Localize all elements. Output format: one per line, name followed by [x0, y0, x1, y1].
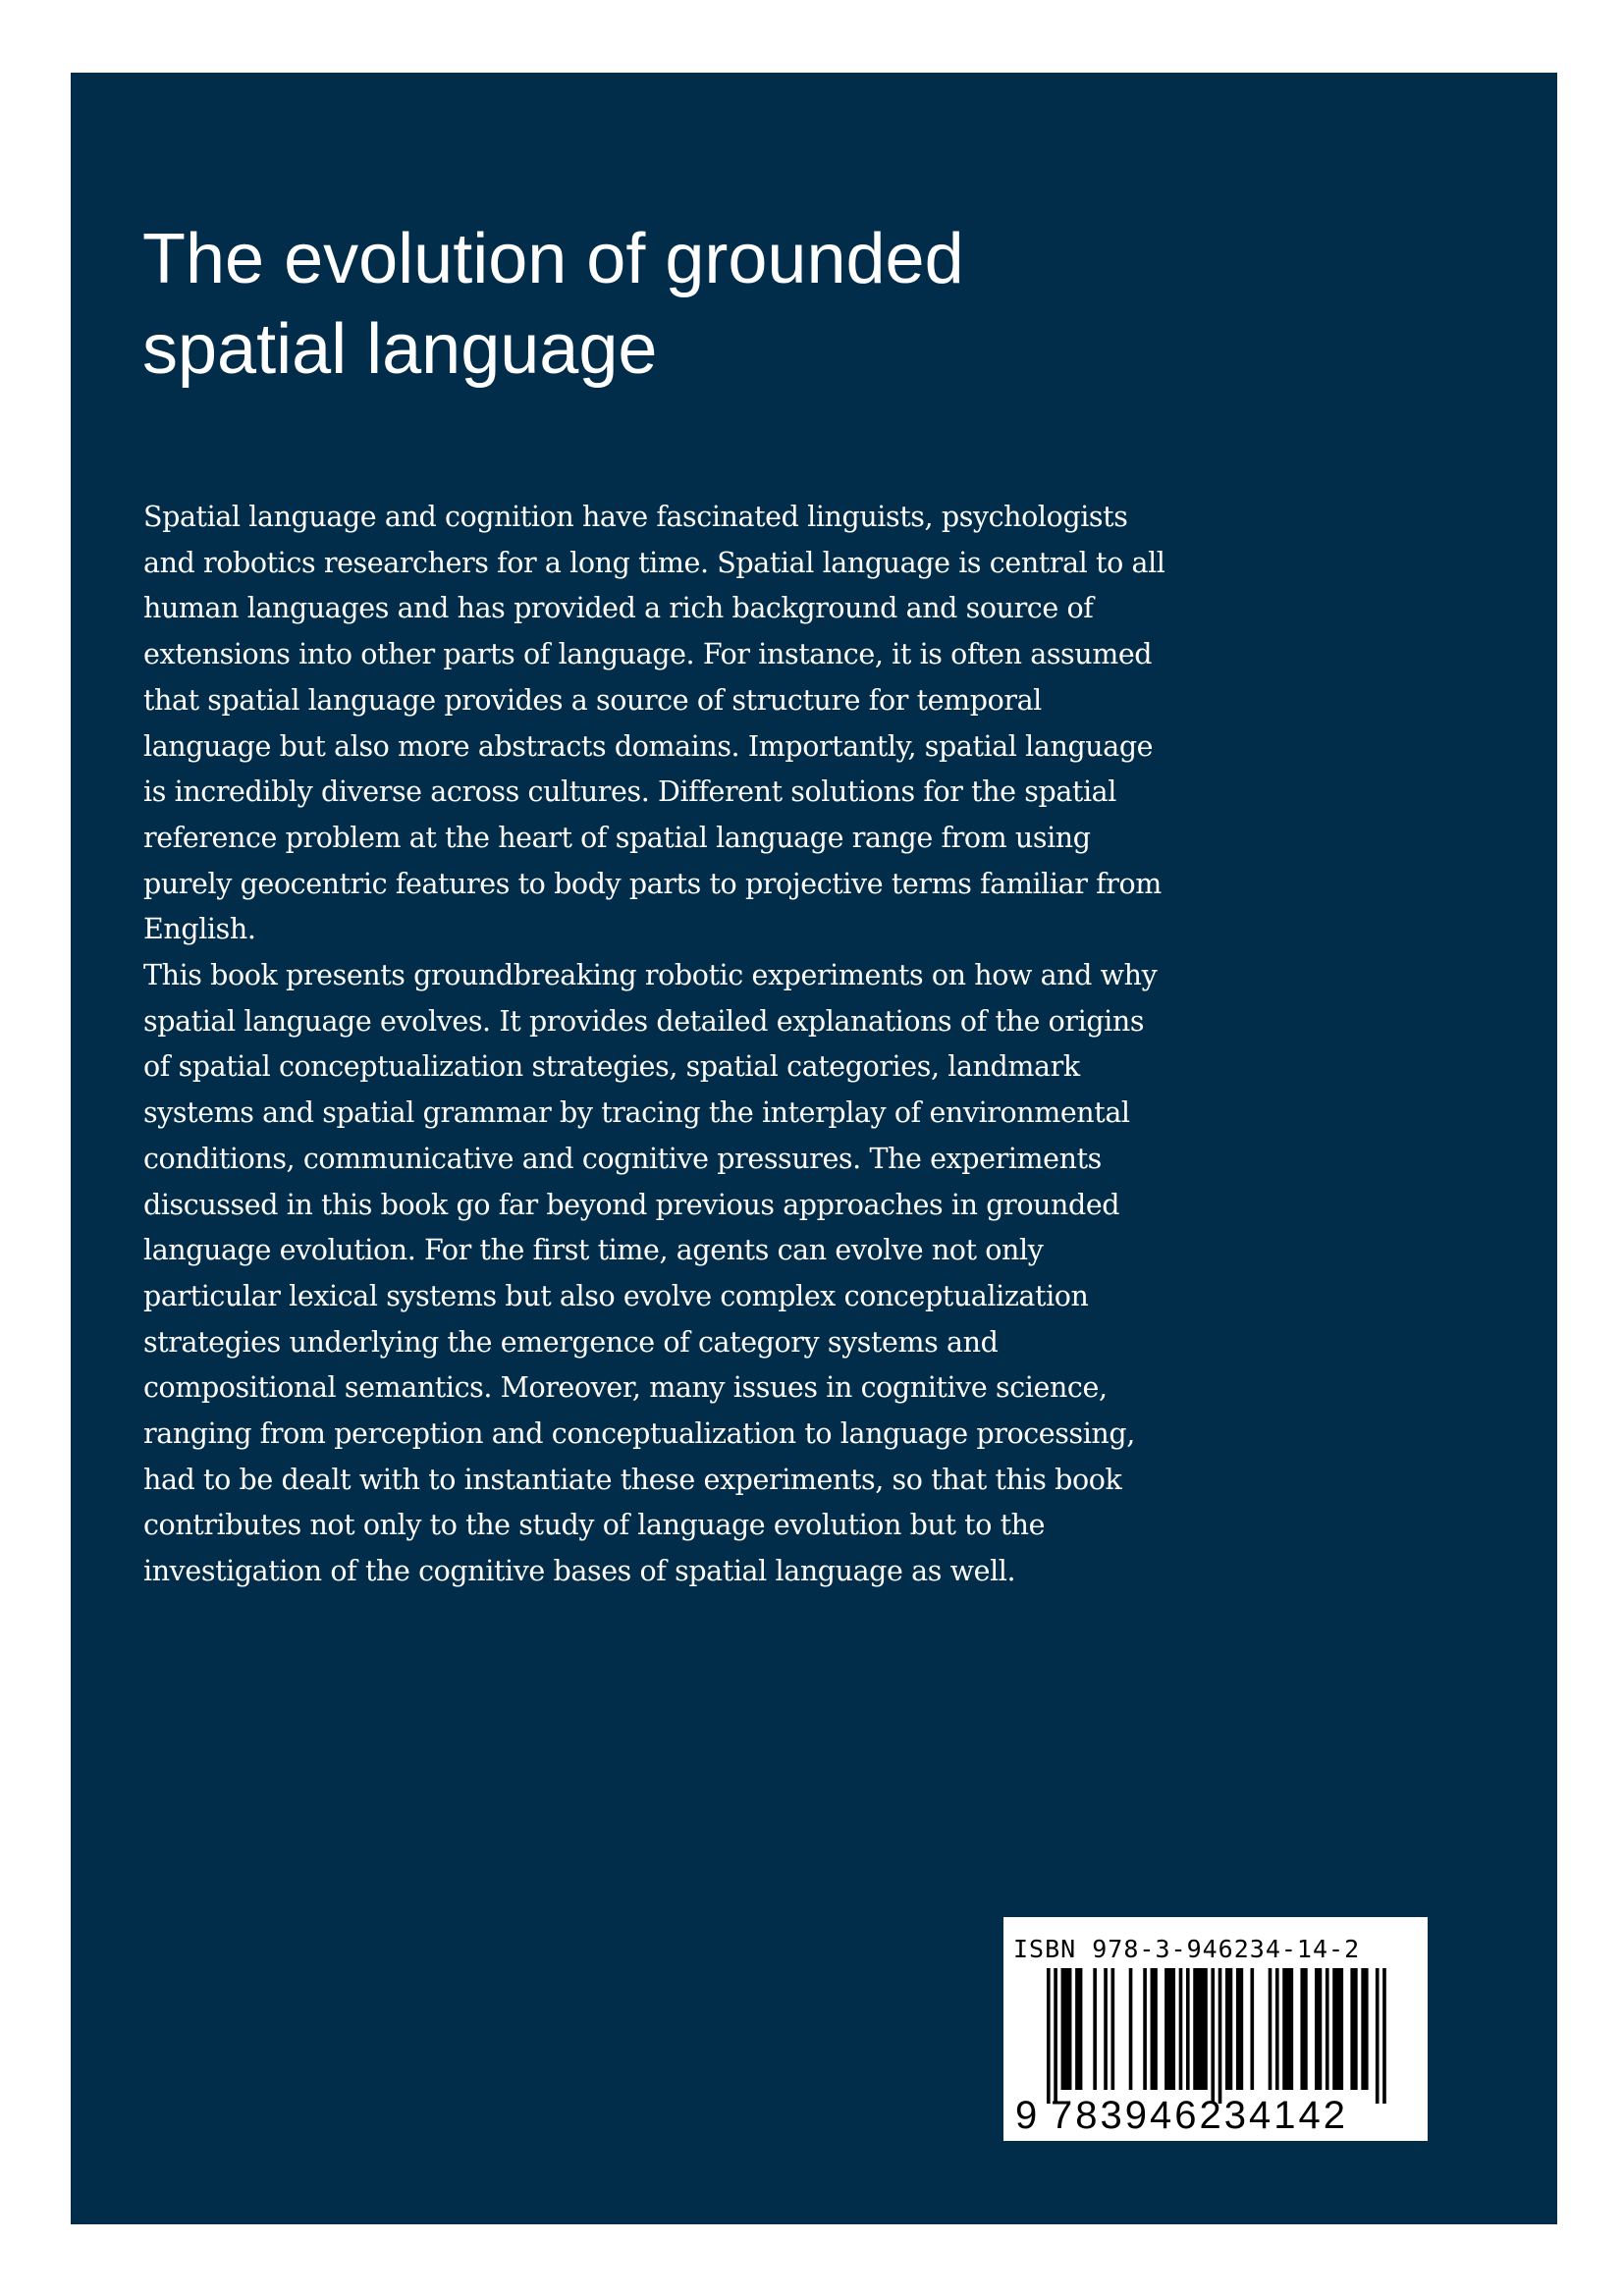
- blurb-line: systems and spatial grammar by tracing the interplay of environmental: [143, 1096, 1130, 1130]
- barcode-bar: [1350, 1968, 1357, 2090]
- blurb-line: discussed in this book go far beyond previous approaches in grounded: [143, 1188, 1120, 1221]
- barcode-bar: [1075, 1968, 1082, 2090]
- barcode-bar: [1151, 1968, 1158, 2090]
- barcode-bar: [1315, 1968, 1322, 2090]
- barcode-bar: [1111, 1968, 1115, 2090]
- blurb-line: and robotics researchers for a long time. Spatial language is central to all: [143, 546, 1165, 579]
- blurb-line: conditions, communicative and cognitive pressures. The experiments: [143, 1142, 1102, 1175]
- blurb-line: had to be dealt with to instantiate these experiments, so that this book: [143, 1463, 1122, 1496]
- blurb-line: This book presents groundbreaking robotic experiments on how and why: [143, 959, 1158, 992]
- barcode-bar: [1269, 1968, 1272, 2090]
- blurb-line: English.: [143, 913, 256, 946]
- book-title: [142, 214, 1321, 395]
- blurb-line: Spatial language and cognition have fascinated linguists, psychologists: [143, 501, 1128, 533]
- isbn-label: ISBN 978-3-946234-14-2: [1013, 1935, 1361, 1963]
- title-line-2: spatial language: [142, 310, 658, 389]
- blurb-line: that spatial language provides a source of structure for temporal: [143, 683, 1042, 717]
- blurb-line: contributes not only to the study of language evolution but to the: [143, 1509, 1046, 1542]
- barcode-bar: [1211, 1968, 1215, 2104]
- barcode-bar: [1047, 1968, 1051, 2104]
- blurb-line: is incredibly diverse across cultures. Different solutions for the spatial: [143, 775, 1116, 809]
- barcode-bar: [1282, 1968, 1293, 2090]
- blurb-line: of spatial conceptualization strategies, spatial categories, landmark: [143, 1050, 1080, 1084]
- barcode-bar: [1382, 1968, 1386, 2104]
- barcode-lead-digit: 9: [1015, 2094, 1041, 2137]
- barcode-bar: [1186, 1968, 1190, 2090]
- blurb-line: strategies underlying the emergence of category systems and: [143, 1325, 999, 1359]
- blurb-line: investigation of the cognitive bases of spatial language as well.: [143, 1555, 1016, 1588]
- barcode-bar: [1093, 1968, 1097, 2090]
- barcode-bar: [1218, 1968, 1222, 2104]
- barcode-bar: [1164, 1968, 1175, 2090]
- blurb-line: purely geocentric features to body parts to projective terms familiar from: [143, 867, 1162, 900]
- blurb-line: extensions into other parts of language. For instance, it is often assumed: [143, 638, 1153, 671]
- barcode-bar: [1054, 1968, 1057, 2104]
- barcode-bar: [1326, 1968, 1329, 2090]
- blurb-line: language but also more abstracts domains. Importantly, spatial language: [143, 729, 1154, 763]
- barcode-bar: [1061, 1968, 1072, 2090]
- barcode-bar: [1104, 1968, 1108, 2090]
- barcode-bar: [1300, 1968, 1307, 2090]
- barcode-bar: [1236, 1968, 1243, 2090]
- title-line-1: The evolution of grounded: [142, 220, 964, 298]
- barcode-bar: [1275, 1968, 1279, 2090]
- barcode-bar: [1332, 1968, 1343, 2090]
- barcode-number: 783946234142: [1051, 2094, 1348, 2137]
- barcode-bar: [1361, 1968, 1368, 2090]
- blurb-line: human languages and has provided a rich background and source of: [143, 592, 1094, 625]
- barcode-bar: [1225, 1968, 1232, 2090]
- barcode-bar: [1143, 1968, 1147, 2090]
- blurb-line: compositional semantics. Moreover, many issues in cognitive science,: [143, 1371, 1108, 1405]
- blurb-line: particular lexical systems but also evolve complex conceptualization: [143, 1279, 1089, 1312]
- blurb-line: reference problem at the heart of spatial language range from using: [143, 821, 1091, 854]
- book-blurb: [143, 495, 1263, 1595]
- barcode-bar: [1129, 1968, 1133, 2090]
- blurb-line: language evolution. For the first time, agents can evolve not only: [143, 1234, 1044, 1267]
- barcode-bar: [1193, 1968, 1208, 2090]
- barcode-bar: [1250, 1968, 1254, 2090]
- barcode-bar: [1179, 1968, 1183, 2090]
- blurb-line: spatial language evolves. It provides detailed explanations of the origins: [143, 1004, 1145, 1038]
- blurb-line: ranging from perception and conceptualization to language processing,: [143, 1417, 1135, 1451]
- isbn-barcode-box: [1003, 1917, 1428, 2141]
- barcode-bar: [1376, 1968, 1380, 2104]
